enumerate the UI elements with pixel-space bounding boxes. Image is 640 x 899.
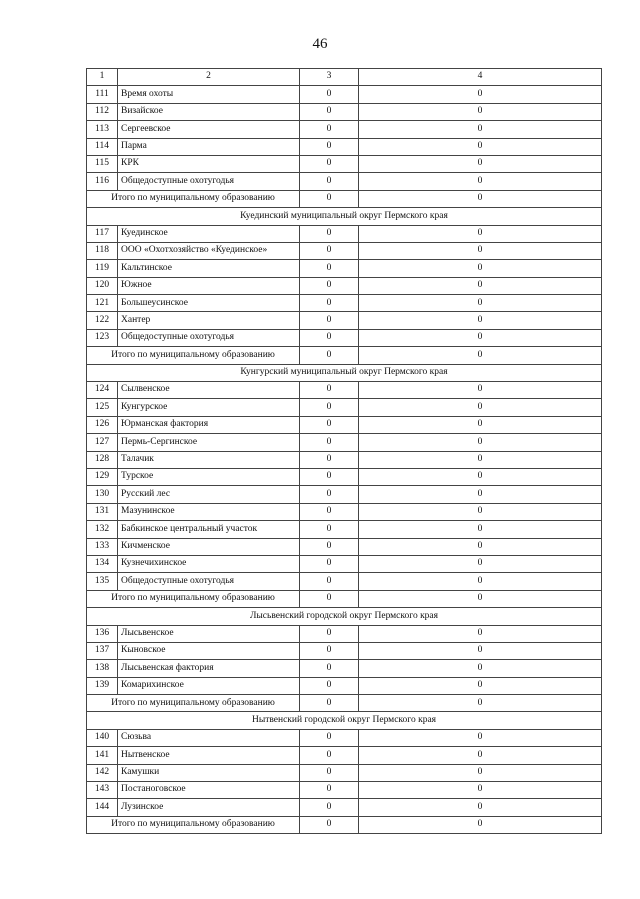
hunting-ground-name: Камушки [118,764,300,781]
table-row [87,399,602,416]
total-label: Итого по муниципальному образованию [87,816,300,833]
column-header: 2 [118,69,300,86]
column-3-value: 0 [300,451,359,468]
hunting-ground-name: Нытвенское [118,747,300,764]
column-4-value: 0 [359,242,602,259]
column-4-value: 0 [359,225,602,242]
municipality-title: Нытвенский городской округ Пермского края [87,712,602,729]
table-row [87,138,602,155]
row-number: 134 [87,555,118,572]
row-number: 117 [87,225,118,242]
hunting-grounds-table [86,68,602,834]
table-row [87,312,602,329]
total-row [87,816,602,833]
table-row [87,434,602,451]
row-number: 137 [87,642,118,659]
table-row [87,782,602,799]
column-3-value: 0 [300,399,359,416]
table-row [87,121,602,138]
table-row [87,747,602,764]
row-number: 140 [87,729,118,746]
total-column-4-value: 0 [359,695,602,712]
column-3-value: 0 [300,747,359,764]
hunting-ground-name: Время охоты [118,86,300,103]
total-label: Итого по муниципальному образованию [87,347,300,364]
table-row [87,155,602,172]
column-3-value: 0 [300,138,359,155]
table-row [87,764,602,781]
column-3-value: 0 [300,155,359,172]
table-row [87,277,602,294]
row-number: 113 [87,121,118,138]
column-header-row [87,69,602,86]
hunting-ground-name: Кыновское [118,642,300,659]
row-number: 126 [87,416,118,433]
column-3-value: 0 [300,416,359,433]
column-3-value: 0 [300,329,359,346]
column-header: 3 [300,69,359,86]
hunting-ground-name: КРК [118,155,300,172]
column-3-value: 0 [300,555,359,572]
section-header-row [87,712,602,729]
column-3-value: 0 [300,468,359,485]
hunting-ground-name: Кунгурское [118,399,300,416]
column-3-value: 0 [300,312,359,329]
hunting-ground-name: Лузинское [118,799,300,816]
hunting-ground-name: Комарихинское [118,677,300,694]
column-4-value: 0 [359,138,602,155]
hunting-ground-name: Сергеевское [118,121,300,138]
column-3-value: 0 [300,764,359,781]
row-number: 115 [87,155,118,172]
total-column-3-value: 0 [300,695,359,712]
row-number: 120 [87,277,118,294]
column-3-value: 0 [300,625,359,642]
total-column-3-value: 0 [300,816,359,833]
hunting-ground-name: Юрманская фактория [118,416,300,433]
hunting-ground-name: Кузнечихинское [118,555,300,572]
column-3-value: 0 [300,573,359,590]
table-row [87,729,602,746]
column-4-value: 0 [359,503,602,520]
section-header-row [87,608,602,625]
hunting-ground-name: Общедоступные охотугодья [118,329,300,346]
row-number: 135 [87,573,118,590]
column-4-value: 0 [359,625,602,642]
hunting-ground-name: Турское [118,468,300,485]
row-number: 141 [87,747,118,764]
total-column-3-value: 0 [300,190,359,207]
row-number: 138 [87,660,118,677]
row-number: 144 [87,799,118,816]
row-number: 122 [87,312,118,329]
table-row [87,103,602,120]
row-number: 118 [87,242,118,259]
column-4-value: 0 [359,416,602,433]
table-row [87,451,602,468]
row-number: 136 [87,625,118,642]
table-row [87,260,602,277]
hunting-ground-name: Южное [118,277,300,294]
column-3-value: 0 [300,121,359,138]
row-number: 129 [87,468,118,485]
hunting-ground-name: Визайское [118,103,300,120]
column-3-value: 0 [300,382,359,399]
column-3-value: 0 [300,277,359,294]
column-4-value: 0 [359,764,602,781]
table-row [87,625,602,642]
table-row [87,242,602,259]
table-row [87,538,602,555]
row-number: 112 [87,103,118,120]
total-column-3-value: 0 [300,590,359,607]
row-number: 143 [87,782,118,799]
total-column-4-value: 0 [359,816,602,833]
column-4-value: 0 [359,521,602,538]
row-number: 111 [87,86,118,103]
column-4-value: 0 [359,642,602,659]
page-number: 46 [312,36,328,52]
table-row [87,503,602,520]
column-4-value: 0 [359,382,602,399]
hunting-ground-name: Куединское [118,225,300,242]
table-row [87,573,602,590]
hunting-ground-name: Пермь-Сергинское [118,434,300,451]
hunting-ground-name: Лысьвенское [118,625,300,642]
hunting-ground-name: Русский лес [118,486,300,503]
column-4-value: 0 [359,329,602,346]
row-number: 121 [87,295,118,312]
column-3-value: 0 [300,729,359,746]
column-3-value: 0 [300,295,359,312]
column-4-value: 0 [359,538,602,555]
column-3-value: 0 [300,677,359,694]
row-number: 128 [87,451,118,468]
column-4-value: 0 [359,434,602,451]
hunting-ground-name: ООО «Охотхозяйство «Куединское» [118,242,300,259]
column-4-value: 0 [359,277,602,294]
municipality-title: Лысьвенский городской округ Пермского края [87,608,602,625]
column-4-value: 0 [359,451,602,468]
column-3-value: 0 [300,434,359,451]
table-row [87,382,602,399]
total-column-4-value: 0 [359,347,602,364]
row-number: 125 [87,399,118,416]
column-4-value: 0 [359,799,602,816]
column-3-value: 0 [300,260,359,277]
hunting-ground-name: Общедоступные охотугодья [118,173,300,190]
row-number: 130 [87,486,118,503]
hunting-ground-name: Мазунинское [118,503,300,520]
table-row [87,486,602,503]
total-row [87,590,602,607]
hunting-ground-name: Сюзьва [118,729,300,746]
column-3-value: 0 [300,86,359,103]
column-3-value: 0 [300,103,359,120]
total-row [87,695,602,712]
hunting-ground-name: Хантер [118,312,300,329]
hunting-ground-name: Бабкинское центральный участок [118,521,300,538]
table-row [87,416,602,433]
table-row [87,295,602,312]
table-row [87,677,602,694]
column-4-value: 0 [359,555,602,572]
row-number: 123 [87,329,118,346]
table-row [87,468,602,485]
table-row [87,329,602,346]
column-3-value: 0 [300,225,359,242]
row-number: 119 [87,260,118,277]
column-4-value: 0 [359,782,602,799]
column-3-value: 0 [300,799,359,816]
section-header-row [87,208,602,225]
row-number: 116 [87,173,118,190]
total-row [87,190,602,207]
column-4-value: 0 [359,660,602,677]
column-header: 1 [87,69,118,86]
column-3-value: 0 [300,503,359,520]
total-column-3-value: 0 [300,347,359,364]
column-3-value: 0 [300,538,359,555]
row-number: 142 [87,764,118,781]
total-label: Итого по муниципальному образованию [87,190,300,207]
table-row [87,173,602,190]
column-4-value: 0 [359,155,602,172]
column-4-value: 0 [359,747,602,764]
column-3-value: 0 [300,173,359,190]
hunting-ground-name: Постаноговское [118,782,300,799]
column-4-value: 0 [359,729,602,746]
row-number: 132 [87,521,118,538]
total-row [87,347,602,364]
column-header: 4 [359,69,602,86]
table-row [87,86,602,103]
total-label: Итого по муниципальному образованию [87,695,300,712]
column-4-value: 0 [359,486,602,503]
total-column-4-value: 0 [359,190,602,207]
total-label: Итого по муниципальному образованию [87,590,300,607]
table-row [87,642,602,659]
row-number: 139 [87,677,118,694]
hunting-ground-name: Большеусинское [118,295,300,312]
total-column-4-value: 0 [359,590,602,607]
hunting-ground-name: Кичменское [118,538,300,555]
column-3-value: 0 [300,486,359,503]
row-number: 124 [87,382,118,399]
column-3-value: 0 [300,660,359,677]
column-4-value: 0 [359,677,602,694]
column-4-value: 0 [359,399,602,416]
table-body [87,69,602,834]
hunting-ground-name: Сылвенское [118,382,300,399]
hunting-ground-name: Кальтинское [118,260,300,277]
hunting-ground-name: Парма [118,138,300,155]
column-4-value: 0 [359,86,602,103]
municipality-title: Куединский муниципальный округ Пермского края [87,208,602,225]
column-3-value: 0 [300,782,359,799]
column-4-value: 0 [359,312,602,329]
table-row [87,521,602,538]
table-row [87,555,602,572]
row-number: 133 [87,538,118,555]
section-header-row [87,364,602,381]
table-row [87,799,602,816]
table-row [87,225,602,242]
column-4-value: 0 [359,173,602,190]
column-3-value: 0 [300,242,359,259]
row-number: 114 [87,138,118,155]
column-4-value: 0 [359,260,602,277]
municipality-title: Кунгурский муниципальный округ Пермского края [87,364,602,381]
row-number: 127 [87,434,118,451]
hunting-ground-name: Талачик [118,451,300,468]
column-3-value: 0 [300,642,359,659]
hunting-ground-name: Лысьвенская фактория [118,660,300,677]
column-4-value: 0 [359,295,602,312]
column-4-value: 0 [359,121,602,138]
row-number: 131 [87,503,118,520]
hunting-ground-name: Общедоступные охотугодья [118,573,300,590]
column-4-value: 0 [359,468,602,485]
column-4-value: 0 [359,573,602,590]
column-4-value: 0 [359,103,602,120]
column-3-value: 0 [300,521,359,538]
table-row [87,660,602,677]
